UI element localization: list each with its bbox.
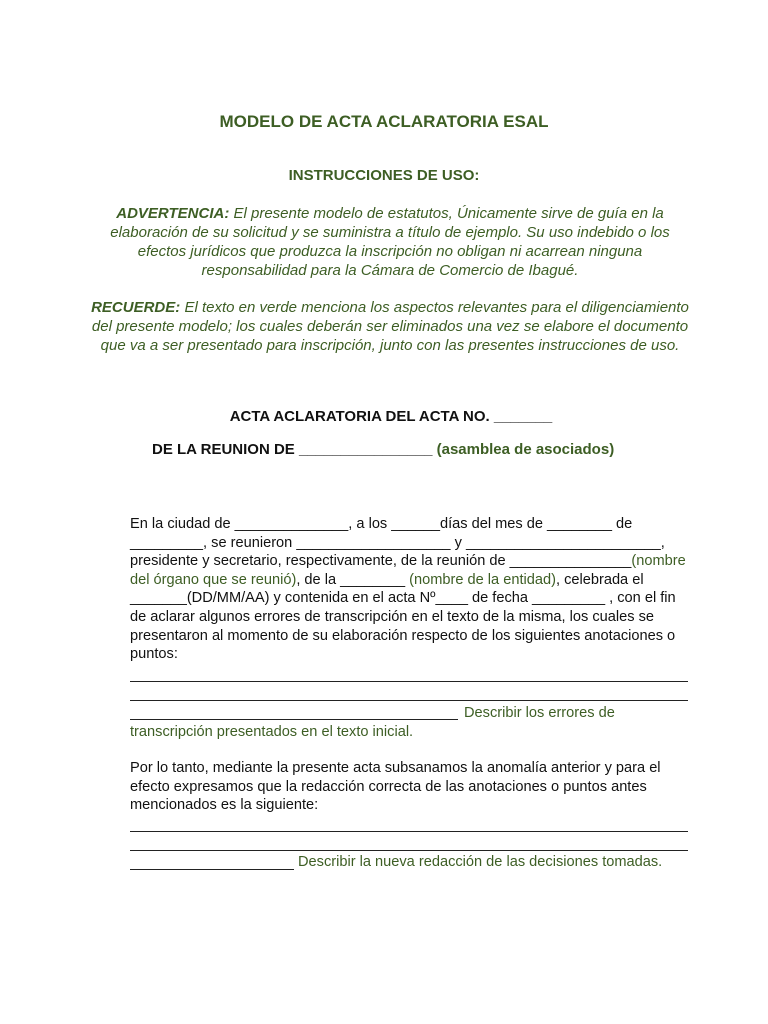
errors-hint: Describir los errores de — [464, 705, 615, 721]
reunion-prefix: DE LA REUNION DE ________________ — [152, 441, 437, 458]
body1-hint-organ: (nombre del órgano que se reunió) — [130, 553, 686, 588]
acta-title: ACTA ACLARATORIA DEL ACTA NO. _______ — [229, 408, 553, 425]
reunion-hint: (asamblea de asociados) — [436, 441, 615, 458]
warning-lead: ADVERTENCIA: — [116, 205, 230, 222]
blank-line-short — [130, 869, 294, 870]
blank-line — [130, 681, 688, 682]
instructions-title: INSTRUCCIONES DE USO: — [288, 167, 480, 184]
document-title: MODELO DE ACTA ACLARATORIA ESAL — [219, 112, 549, 131]
blank-line — [130, 850, 688, 851]
remember-text: El texto en verde menciona los aspectos relevantes para el diligenciamiento del presente modelo; los cuales deberán ser eliminados una vez se elabore el documento que va a ser presentado para inscripción, junto con las presentes instrucciones de uso. — [91, 299, 689, 354]
body1-hint-entity: (nombre de la entidad) — [409, 571, 556, 588]
warning-paragraph — [90, 204, 690, 280]
body1-text-3: , celebrada el _______(DD/MM/AA) y contenida en el acta Nº____ de fecha _________ , con el fin de aclarar algunos errores de transcripción en el texto de la misma, los cuales se presentaron al momento de su elaboración respecto de los siguientes anotaciones o puntos: — [130, 571, 676, 663]
blank-line-short — [130, 719, 458, 720]
body1-text-2: , de la ________ — [296, 571, 410, 588]
remember-paragraph — [90, 298, 690, 355]
blank-line — [130, 700, 688, 701]
body1-text-1: En la ciudad de ______________, a los ______días del mes de ________ de _________, se reunieron ___________________ y ________________________, presidente y secretario, respectivamente, de la reunión de _______________ — [130, 516, 665, 570]
reunion-line — [152, 441, 614, 458]
new-wording-hint: Describir la nueva redacción de las decisiones tomadas. — [298, 854, 663, 870]
blank-line — [130, 831, 688, 832]
body-paragraph-2: Por lo tanto, mediante la presente acta subsanamos la anomalía anterior y para el efecto expresamos que la redacción correcta de las anotaciones o puntos antes mencionados es la siguiente: — [130, 760, 661, 814]
remember-lead: RECUERDE: — [91, 299, 181, 316]
warning-text: El presente modelo de estatutos, Únicamente sirve de guía en la elaboración de su solicitud y se suministra a título de ejemplo. Su uso indebido o los efectos jurídicos que produzca la inscripción no obligan ni acarrean ninguna responsabilidad para la Cámara de Comercio de Ibagué. — [110, 205, 670, 279]
body-paragraph-1 — [130, 515, 690, 664]
errors-hint-continued: transcripción presentados en el texto inicial. — [130, 724, 414, 740]
